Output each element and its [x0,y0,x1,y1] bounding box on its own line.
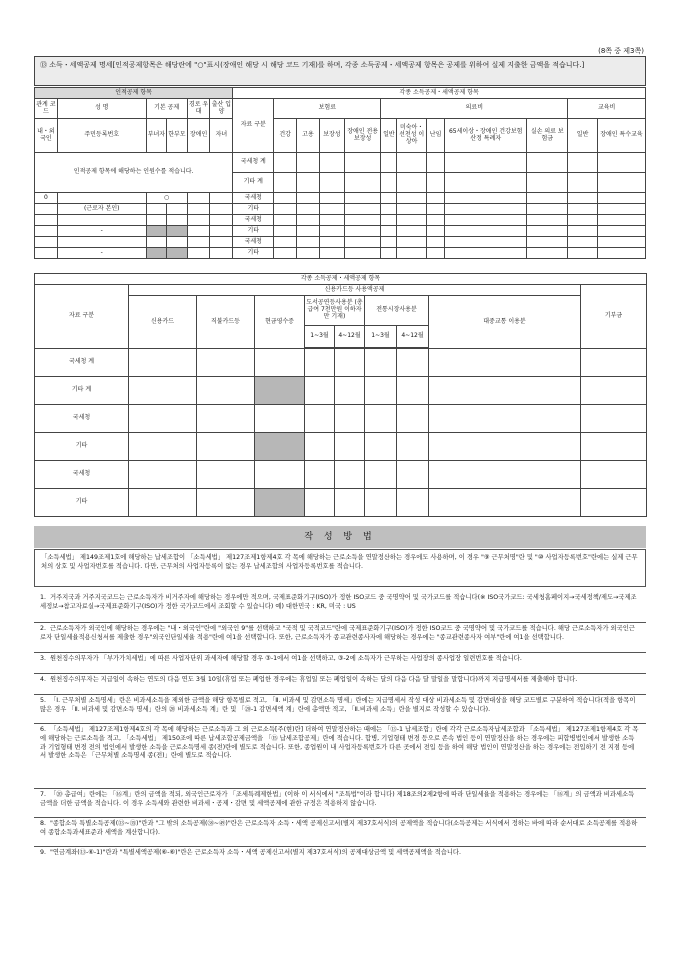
self-label: (근로자 본인) [57,204,146,215]
instruction-9: 9. "연금계좌(⑬-⑥-1)"란과 "특별세액공제(⑥-⑥)"란은 근로소득자 소득・세액 공제신고서(별지 제37호서식)의 공제대상금액 및 세액공제액을 적습니다. [40,849,462,856]
nts-total-label: 국세청 계 [233,153,274,173]
disabled-coverage-header: 장애인 전용 보장성 [344,119,380,153]
foreigner-header: 내・외 국인 [35,119,58,153]
basic-deduction-mark: ○ [146,193,187,204]
name-header: 성 명 [57,99,146,119]
instruction-6: 6. 「소득세법」 제127조제1항제4호의 각 목에 해당하는 근로소득과 그 외 근로소득[주(현)란] 더하여 연말정산하는 때에는 「⑬-1 납세조합」란에 각각 근로소득자납세조합과 「소득세법」 제127조제1항제4호 각 목에 해당하는 근로소득을 적고, 「소득세법」 제150조에 따른 납세조합공제금액을 「⑮ 납세조합공제」란에 적습니다. 합병, 기업형태 변경 등으로 존속 법인 등이 연말정산을 하는 경우에는 피합병법인에서 발생한 소득과 기업형태 변경 전의 법인에서 발생한 소득을 근로소득명세 종(전)란에 별도로 적습니다. 또한, 종업원이 내 사업자등록번호가 다른 곳에서 전입 등을 하여 해당 법인이 연말정산을 하는 경우에는 전입하기 전 지점 등에서 발생한 소득은 「근무처별 소득명세 종(전)」란에 별도로 적습니다. [40,726,639,760]
books-header: 도서공연등사용분 (총급여 7천만원 이하자만 기재) [305,296,365,326]
other-total-label-2: 기타 계 [35,377,129,405]
rrn-dash: - [57,248,146,259]
employment-header: 고용 [297,119,320,153]
page-number: (8쪽 중 제3쪽) [598,47,644,55]
deduction-items-header-2: 각종 소득공제・세액공제 항목 [35,274,647,285]
edu-general-header: 일반 [568,119,598,153]
market-apr-dec: 4~12월 [397,326,429,348]
debit-card-header: 직불카드등 [197,296,255,349]
instruction-8: 8. "종합소득 특별소득공제(㉝~㉟)"란과 "그 밖의 소득공제(㊳~㊾)"란은 근로소득자 소득・세액 공제신고서(별지 제37호서식)의 공제액을 적습니다(소득공제는 서식에서 정하는 바에 따라 순서대로 소득공제를 적용하여 종합소득과세표준과 세액을 계산합니다). [40,820,638,836]
row-label: 기타 [35,433,129,461]
cash-receipt-header: 현금영수증 [255,296,305,349]
row-label: 국세청 [35,461,129,489]
education-header: 교육비 [568,99,646,119]
medical-header: 의료비 [381,99,568,119]
health-header: 건강 [274,119,297,153]
single-parent-header: 한부모 [167,119,188,153]
card-usage-header: 신용카드등 사용액공제 [129,285,581,296]
instruction-7: 7. 「⑳ 총급여」란에는 「⑯계」란의 금액을 적되, 외국인근로자가 「조세특례제한법」(이하 이 서식에서 "조특법"이라 합니다) 제18조의2제2항에 따라 단일세율을 적용하는 경우에는 「⑯계」의 금액과 비과세소득금액을 더한 금액을 적습니다. 이 경우 소득세와 관련한 비과세・공제・감면 및 세액공제에 관한 규정은 적용하지 않습니다. [40,791,635,807]
row-label: 국세청 [233,193,274,204]
row-label: 기타 [35,489,129,517]
transit-header: 대중교통 이용분 [429,296,581,349]
coverage-header: 보장성 [319,119,344,153]
insurance-header: 보험료 [274,99,381,119]
indemnity-header: 실손 의료 보험금 [527,119,568,153]
personal-items-header: 인적공제 항목 [35,88,233,99]
headcount-note: 인적공제 항목에 해당하는 인원수를 적습니다. [35,153,233,193]
rrn-header: 주민등록번호 [57,119,146,153]
books-apr-dec: 4~12월 [335,326,365,348]
row-label: 국세청 [233,215,274,226]
infertility-header: 난임 [426,119,444,153]
row-label: 기타 [233,226,274,237]
nts-total-label-2: 국세청 계 [35,349,129,377]
row-label: 국세청 [35,405,129,433]
doc-type-header-2: 자료 구분 [35,285,129,349]
single-woman-header: 부녀자 [146,119,167,153]
doc-type-header: 자료 구분 [233,99,274,153]
card-usage-table [34,273,647,517]
section-heading: ⑬ 소득・세액공제 명세[인적공제항목은 해당란에 "○"표시(장애인 해당 시 해당 코드 기재)를 하며, 각종 소득공제・세액공제 항목은 공제를 위하여 실제 지출한 금액을 적습니다.] [34,56,646,86]
instruction-5: 5. 「Ⅰ. 근무처별 소득명세」란은 비과세소득을 제외한 금액을 해당 항목별로 적고, 「Ⅱ. 비과세 및 감면소득 명세」란에는 지급명세서 작성 대상 비과세소득 및 감면대상을 해당 코드별로 구분하여 적습니다(적을 항목이 많은 경우 「Ⅱ. 비과세 및 감면소득 명세」란의 ⑳ 비과세소득 계」란 및 「⑳-1 감면세액 계」란에 총액만 적고, 「Ⅱ.비과세 소득」란을 별지로 작성할 수 있습니다). [40,697,636,713]
books-jan-mar: 1~3월 [305,326,335,348]
donation-header: 기부금 [581,285,647,349]
instruction-3: 3. 원천징수의무자가 「부가가치세법」에 따른 사업자단위 과세자에 해당할 경우 ③-1에서 여1을 선택하고, ③-2에 소득자가 근무하는 사업장의 종사업장 일련번호를 적습니다. [40,655,522,662]
credit-card-header: 신용카드 [129,296,197,349]
guide-intro: 「소득세법」 제149조제1호에 해당하는 납세조합이 「소득세법」 제127조제1항제4호 각 목에 해당하는 근로소득을 연말정산하는 경우에도 사용하며, 이 경우 "⑨ 근무처명"란 및 "⑩ 사업자등록번호"란에는 실제 근무처의 상호 및 사업자번호를 적습니다. 다만, 근무처의 사업자등록이 없는 경우 납세조합의 사업자등록번호를 적습니다. [34,549,646,587]
instruction-4: 4. 원천징수의무자는 지급일이 속하는 연도의 다음 연도 3월 10일(휴업 또는 폐업한 경우에는 휴업일 또는 폐업일이 속하는 달의 다음 다음 달 말일을 말합니다)까지 지급명세서를 제출해야 합니다. [40,676,578,683]
guide-title: 작 성 방 법 [34,526,646,548]
disabled-header: 장애인 [187,119,210,153]
row-label: 국세청 [233,237,274,248]
row-label: 기타 [233,248,274,259]
market-jan-mar: 1~3월 [365,326,397,348]
market-header: 전통시장사용분 [365,296,429,326]
rrn-dash: - [57,226,146,237]
child-header: 자녀 [210,119,233,153]
row-label: 기타 [233,204,274,215]
person-relation-code: 0 [35,193,58,204]
medical-general-header: 일반 [381,119,397,153]
personal-deduction-table [34,87,646,259]
birth-header: 출산 입양 [210,99,233,119]
edu-disabled-header: 장애인 특수교육 [597,119,645,153]
senior-medical-header: 65세이상・장애인 건강보험산정 특례자 [445,119,527,153]
other-total-label: 기타 계 [233,173,274,193]
instruction-2: 2. 근로소득자가 외국인에 해당하는 경우에는 "내・외국인"란에 "외국인 9"를 선택하고 "국적 및 국적코드"란에 국제표준화기구(ISO)가 정한 ISO코드 중 국명약어 및 국가코드를 적습니다. 해당 근로소득자가 외국인근로자 단일세율적용신청서를 제출한 경우"외국인단일세율 적용"란에 여1을 선택합니다. 또한, 근로소득자가 종교관련종사자에 해당하는 경우에는 "종교관련종사자 여부"란에 여1을 선택합니다. [40,625,635,641]
deduction-items-header: 각종 소득공제・세액공제 항목 [233,88,646,99]
instruction-1: 1. 거주지국과 거주지국코드는 근로소득자가 비거주자에 해당하는 경우에만 적으며, 국제표준화기구(ISO)가 정한 ISO코드 중 국명약어 및 국가코드를 적습니다(※ ISO국가코드: 국세청홈페이지→국세정책/제도→국제조세정보→참고자료실→국제표준화기구(ISO)가 정한 국가코드에서 조회할 수 있습니다) 예) 대한민국 : KR, 미국 : US [40,594,637,610]
basic-deduction-header: 기본 공제 [146,99,187,119]
relation-code-header: 관계 코드 [35,99,58,119]
senior-header: 경로 우대 [187,99,210,119]
premature-header: 미숙아・선천성 이상아 [397,119,427,153]
